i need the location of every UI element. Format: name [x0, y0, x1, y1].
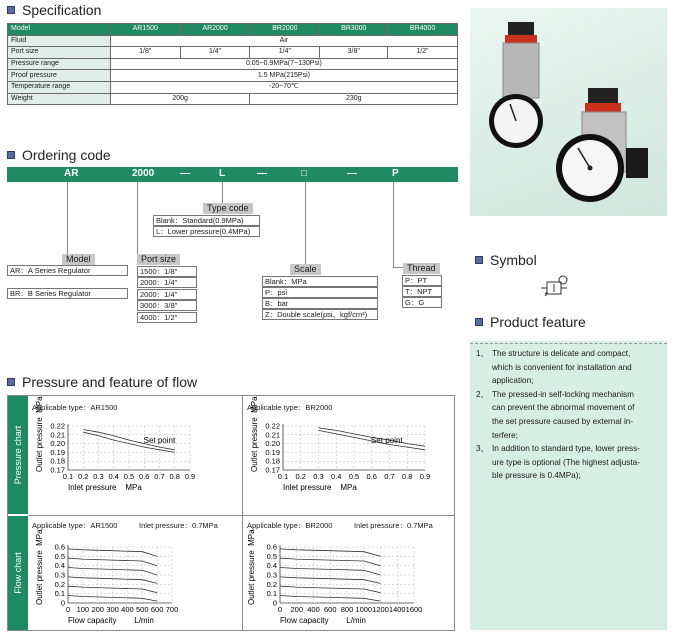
- type-code-item: L：Lower pressure(0.4MPa): [153, 226, 260, 237]
- dashed-divider: [470, 343, 667, 344]
- port-size-item: 3000：3/8": [137, 300, 197, 311]
- x-tick-label: 0.6: [139, 472, 150, 481]
- thread-item: G：G: [402, 297, 442, 308]
- feature-line: the set pressure caused by external in-: [492, 416, 634, 426]
- y-tick-label: 0.6: [54, 542, 65, 552]
- y-tick-label: 0.21: [50, 430, 65, 440]
- y-tick-label: 0.22: [265, 421, 280, 431]
- spec-label: Weight: [8, 93, 111, 105]
- feature-number: 3、: [476, 444, 489, 454]
- regulator-symbol-icon: [541, 275, 571, 297]
- y-tick-label: 0.17: [265, 465, 280, 475]
- bullet-icon: [475, 256, 483, 264]
- spec-label: Temperature range: [8, 81, 111, 93]
- symbol-heading: [475, 252, 537, 268]
- x-tick-label: 400: [307, 605, 320, 614]
- x-tick-label: 0.1: [277, 472, 289, 481]
- x-axis-label: Inlet pressure MPa: [283, 483, 357, 492]
- y-tick-label: 0.21: [265, 430, 280, 440]
- x-tick-label: 0.8: [169, 472, 180, 481]
- x-tick-label: 200: [91, 605, 104, 614]
- y-tick-label: 0.17: [50, 465, 65, 475]
- spec-header: AR1500: [110, 24, 180, 36]
- spec-header: AR2000: [180, 24, 250, 36]
- spec-value: 1/2": [388, 47, 458, 59]
- spec-label: Port size: [8, 47, 111, 59]
- x-axis-label: Inlet pressure MPa: [68, 483, 142, 492]
- y-tick-label: 0.19: [50, 447, 65, 457]
- x-tick-label: 0.3: [93, 472, 104, 481]
- port-size-item: 2000：1/4": [137, 289, 197, 300]
- spec-header: BR3000: [320, 24, 388, 36]
- spec-value: 200g: [110, 93, 250, 105]
- spec-value: 1.5 MPa(215Psi): [110, 70, 457, 82]
- feature-item: [476, 347, 661, 388]
- y-axis-label: Outlet pressure MPa: [35, 396, 44, 472]
- y-tick-label: 0.1: [266, 589, 277, 599]
- y-tick-label: 0.5: [266, 551, 277, 561]
- type-code-title: Type code: [203, 203, 253, 214]
- y-tick-label: 0.20: [50, 439, 65, 449]
- spec-label: Fluid: [8, 35, 111, 47]
- feature-line: terfere;: [492, 430, 518, 440]
- y-tick-label: 0.4: [54, 561, 65, 571]
- flow-chart-label-text: Flow chart: [13, 552, 23, 594]
- x-tick-label: 0.7: [154, 472, 165, 481]
- y-axis-label: Outlet pressure MPa: [247, 529, 256, 605]
- x-tick-label: 0.4: [331, 472, 342, 481]
- x-tick-label: 0.9: [184, 472, 196, 481]
- feature-heading: [475, 314, 586, 330]
- product-feature-panel: [470, 341, 667, 630]
- feature-line: ure type is optional (The highest adjusta-: [492, 457, 640, 467]
- regulator-image: [470, 8, 667, 216]
- y-axis-label: Outlet pressure MPa: [250, 396, 259, 472]
- x-tick-label: 600: [150, 605, 164, 614]
- symbol-title: Symbol: [490, 252, 537, 268]
- spec-header: BR2000: [250, 24, 320, 36]
- y-tick-label: 0.2: [54, 579, 65, 589]
- model-title: Model: [62, 254, 95, 265]
- y-tick-label: 0: [60, 598, 65, 608]
- x-tick-label: 0.5: [348, 472, 360, 481]
- x-tick-label: 800: [340, 605, 354, 614]
- feature-number: 1、: [476, 349, 489, 358]
- specification-title: Specification: [22, 2, 102, 18]
- y-tick-label: 0.1: [54, 589, 65, 599]
- code-segment: 2000: [132, 168, 155, 179]
- x-tick-label: 600: [323, 605, 337, 614]
- x-tick-label: 0.4: [108, 472, 119, 481]
- x-tick-label: 0.3: [313, 472, 324, 481]
- y-tick-label: 0.19: [265, 447, 280, 457]
- y-tick-label: 0.6: [266, 542, 277, 552]
- code-segment: □: [301, 168, 308, 179]
- y-tick-label: 0.22: [50, 421, 65, 431]
- spec-label: Pressure range: [8, 58, 111, 70]
- feature-item: [476, 388, 661, 442]
- spec-header-model: Model: [8, 24, 111, 36]
- spec-value: 1/4": [250, 47, 320, 59]
- pressure-chart-label-text: Pressure chart: [13, 425, 23, 485]
- x-tick-label: 700: [165, 605, 179, 614]
- spec-value: 1/4": [180, 47, 250, 59]
- x-tick-label: 200: [290, 605, 304, 614]
- code-segment: P: [392, 168, 399, 179]
- x-tick-label: 0.8: [402, 472, 413, 481]
- spec-value: 3/8": [320, 47, 388, 59]
- feature-number: 2、: [476, 389, 489, 399]
- x-tick-label: 0.2: [295, 472, 306, 481]
- code-segment: L: [219, 168, 226, 179]
- x-tick-label: 0.7: [384, 472, 395, 481]
- y-tick-label: 0.3: [54, 570, 65, 580]
- thread-item: P：PT: [402, 275, 442, 286]
- x-tick-label: 0.2: [78, 472, 89, 481]
- feature-line: can prevent the abnormal movement of: [492, 403, 635, 413]
- pressure-title: Pressure and feature of flow: [22, 374, 198, 390]
- x-tick-label: 1600: [405, 605, 423, 614]
- port-size-title: Port size: [137, 254, 180, 265]
- spec-value: -20~70℃: [110, 81, 457, 93]
- model-item: AR：A Series Regulator: [7, 265, 128, 276]
- scale-item: B：bar: [262, 298, 378, 309]
- x-tick-label: 100: [76, 605, 90, 614]
- bullet-icon: [475, 318, 483, 326]
- feature-line: The structure is delicate and compact,: [492, 349, 631, 358]
- feature-item: [476, 442, 661, 483]
- x-axis-label: Flow capacity L/min: [68, 616, 154, 625]
- feature-title: Product feature: [490, 314, 586, 330]
- code-segment: —: [257, 168, 267, 179]
- chart-inlet: Inlet pressure：0.7MPa: [139, 521, 218, 530]
- feature-line: The pressed-in self-locking mechanism: [492, 389, 634, 399]
- chart-title: Applicable type：BR2000: [247, 403, 333, 412]
- feature-line: ble pressure is 0.4MPa);: [492, 471, 581, 481]
- x-tick-label: 0: [65, 605, 71, 614]
- product-photo: [470, 8, 667, 216]
- y-tick-label: 0.3: [266, 570, 277, 580]
- ordering-title: Ordering code: [22, 147, 111, 163]
- scale-item: Z：Double scale(psi、kgf/cm²): [262, 309, 378, 320]
- y-tick-label: 0.20: [265, 439, 280, 449]
- port-size-item: 1500：1/8": [137, 266, 197, 277]
- set-point-annotation: Set point: [371, 436, 403, 445]
- thread-title: Thread: [403, 263, 440, 274]
- y-tick-label: 0.2: [266, 579, 277, 589]
- x-axis-label: Flow capacity L/min: [280, 616, 366, 625]
- y-tick-label: 0.18: [50, 456, 65, 466]
- x-tick-label: 1400: [388, 605, 406, 614]
- chart-title: Applicable type：AR1500: [32, 521, 118, 530]
- type-code-item: Blank：Standard(0.9MPa): [153, 215, 260, 226]
- thread-item: T：NPT: [402, 286, 442, 297]
- y-tick-label: 0.5: [54, 551, 65, 561]
- chart-title: Applicable type：AR1500: [32, 403, 118, 412]
- code-segment: —: [347, 168, 357, 179]
- chart-title: Applicable type：BR2000: [247, 521, 333, 530]
- spec-value: 1/8": [110, 47, 180, 59]
- x-tick-label: 0.9: [419, 472, 431, 481]
- y-tick-label: 0.4: [266, 561, 277, 571]
- port-size-item: 4000：1/2": [137, 312, 197, 323]
- set-point-annotation: Set point: [143, 436, 176, 445]
- x-tick-label: 0.6: [366, 472, 377, 481]
- spec-label: Proof pressure: [8, 70, 111, 82]
- spec-value: Air: [110, 35, 457, 47]
- port-size-item: 2000：1/4": [137, 277, 197, 288]
- x-tick-label: 0.1: [62, 472, 74, 481]
- y-tick-label: 0.18: [265, 456, 280, 466]
- feature-line: application;: [492, 376, 534, 386]
- y-tick-label: 0: [272, 598, 277, 608]
- scale-title: Scale: [290, 264, 321, 275]
- feature-line: which is convenient for installation and: [492, 362, 632, 372]
- spec-value: 0.05~0.9MPa(7~130Psi): [110, 58, 457, 70]
- chart-inlet: Inlet pressure：0.7MPa: [354, 521, 433, 530]
- feature-line: In addition to standard type, lower press-: [492, 444, 640, 454]
- spec-header: BR4000: [388, 24, 458, 36]
- x-tick-label: 400: [121, 605, 134, 614]
- x-tick-label: 0: [277, 605, 283, 614]
- x-tick-label: 500: [136, 605, 149, 614]
- code-segment: —: [180, 168, 190, 179]
- code-segment: AR: [64, 168, 79, 179]
- x-tick-label: 1000: [355, 605, 373, 614]
- scale-item: Blank：MPa: [262, 276, 378, 287]
- y-axis-label: Outlet pressure MPa: [35, 529, 44, 605]
- x-tick-label: 0.5: [123, 472, 135, 481]
- model-item: BR：B Series Regulator: [7, 288, 128, 299]
- x-tick-label: 300: [106, 605, 119, 614]
- scale-item: P：psi: [262, 287, 378, 298]
- spec-value: 230g: [250, 93, 458, 105]
- x-tick-label: 1200: [372, 605, 389, 614]
